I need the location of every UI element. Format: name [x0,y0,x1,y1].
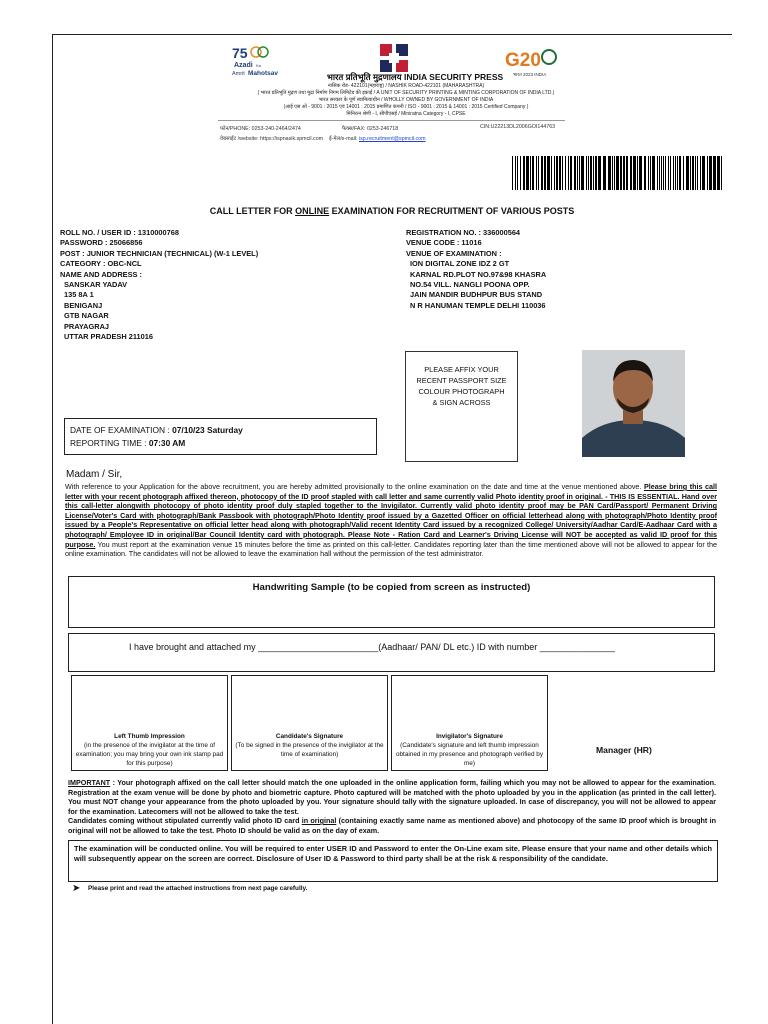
invigilator-signature-box: Invigilator's Signature (Candidate's signature and left thumb impression obtained in my presence and photograph verified by me) [391,675,548,771]
photo-affix-box: PLEASE AFFIX YOUR RECENT PASSPORT SIZE COLOUR PHOTOGRAPH & SIGN ACROSS [405,351,518,462]
barcode-bar [541,156,543,190]
address-line-4: PRAYAGRAJ [64,321,110,331]
barcode-bar [702,156,705,190]
barcode-bar [536,156,537,190]
g20-text: G20 [505,50,541,71]
barcode-bar [663,156,664,190]
address-line-2: BENIGANJ [64,300,103,310]
barcode-bar [668,156,669,190]
manager-hr: Manager (HR) [596,745,652,755]
barcode-bar [717,156,720,190]
website-link[interactable]: https://ispnasik.spmcil.com [260,136,324,142]
password: PASSWORD : 25066856 [60,238,143,248]
barcode-bar [700,156,701,190]
press-name: भारत प्रतिभूति मुद्रणालय INDIA SECURITY PRESS [326,72,504,82]
barcode-bar [639,156,642,190]
barcode-bar [657,156,658,190]
barcode [512,156,724,190]
barcode-bar [686,156,689,190]
barcode-bar [570,156,572,190]
venue-info [406,228,546,311]
barcode-bar [652,156,655,190]
barcode-bar [709,156,712,190]
address-line-3: GTB NAGAR [64,311,109,321]
important-note: IMPORTANT : Your photograph affixed on the call letter should match the one uploaded in the online application form, failing which you may not be allowed to appear for the examination. Registration at the exam venue will be done by photo and biometric capture. Photo captured will be matched with the photo uploaded by you in the application (as printed in the call letter). You must NOT change your appearance from the photo uploaded by you. Your signature should tally with the signature uploaded. In case of discrepancy, you will not be allowed to appear for the examination. Latecomers will not be allowed to take the test. Candidates coming without stipulated currently valid photo ID card in original (containing exactly same name as mentioned above) and photocopy of the same ID proof which is brought in original will not be allowed to take the test. Photo ID should be valid as on the day of exam. [68,778,716,835]
barcode-bar [593,156,594,190]
barcode-bar [630,156,632,190]
candidate-name: SANSKAR YADAV [64,280,128,290]
barcode-bar [598,156,601,190]
salutation: Madam / Sir, [66,469,123,480]
header-divider [218,120,565,121]
website-label: वेबसाईट /website: [220,136,259,142]
barcode-bar [586,156,587,190]
venue-code: VENUE CODE : 11016 [406,238,482,248]
barcode-bar [692,156,694,190]
barcode-bar [517,156,518,190]
barcode-bar [579,156,580,190]
venue-line-3: NO.54 VILL. NANGLI POONA OPP. [410,280,530,290]
barcode-bar [614,156,615,190]
exam-date-box: DATE OF EXAMINATION : 07/10/23 Saturday REPORTING TIME : 07:30 AM [64,418,377,455]
barcode-bar [608,156,611,190]
barcode-bar [565,156,566,190]
barcode-bar [675,156,676,190]
barcode-bar [530,156,531,190]
name-address-label: NAME AND ADDRESS : [60,269,142,279]
registration-number: REGISTRATION NO. : 336000564 [406,228,521,237]
barcode-bar [547,156,550,190]
logo-azadi-text: Azadi [234,62,253,69]
logo-amrit-text: Amrit [232,71,245,77]
barcode-bar [562,156,563,190]
barcode-bar [659,156,660,190]
azadi-ka-amrit-mahotsav-logo [230,44,288,82]
logo-75-text: 75 [232,45,248,61]
exam-date: 07/10/23 Saturday [172,425,243,435]
email-link[interactable]: isp.recruitment@spmcil.com [358,136,426,142]
press-unit: ( भारत प्रतिभूति मुद्रण तथा मुद्रा निर्माण निगम लिमिटेड की इकाई / A UNIT OF SECURITY PRINTING & MINTING CORPORATION OF INDIA LTD.) [257,90,555,96]
candidate-signature-box: Candidate's Signature (To be signed in the presence of the invigilator at the time of examination) [231,675,388,771]
venue-line-4: JAIN MANDIR BUDHPUR BUS STAND [410,290,543,300]
barcode-bar [661,156,662,190]
barcode-bar [581,156,584,190]
logo-ka-text: Ka [256,63,261,68]
barcode-bar [721,156,722,190]
barcode-bar [695,156,696,190]
barcode-bar [665,156,666,190]
press-category: मिनिरत्न श्रेणी - I, सीपीएसई / Miniratna Category - I, CPSE [346,111,466,117]
g20-caption: भारत 2023 INDIA [513,72,547,77]
barcode-bar [556,156,558,190]
barcode-bar [713,156,716,190]
barcode-bar [568,156,569,190]
barcode-bar [679,156,681,190]
cin-text: CIN:U22213DL2006GOI144763 [480,124,556,130]
barcode-bar [595,156,597,190]
press-details [236,83,576,118]
press-ownership: भारत सरकार के पूर्ण स्वामित्वाधीन / WHOLLY OWNED BY GOVERNMENT OF INDIA [318,97,494,103]
id-declaration-box: I have brought and attached my ________________________(Aadhaar/ PAN/ DL etc.) ID with number _______________ [68,633,715,672]
press-address: नासिक रोड- 422101(महाराष्ट्र) / NASHIK ROAD-422101 (MAHARASHTRA) [327,83,485,89]
barcode-bar [588,156,589,190]
barcode-bar [526,156,529,190]
reporting-time: 07:30 AM [148,437,186,448]
barcode-bar [574,156,576,190]
roll-number: ROLL NO. / USER ID : 1310000768 [60,228,179,237]
barcode-bar [544,156,546,190]
barcode-bar [620,156,622,190]
barcode-bar [590,156,592,190]
barcode-bar [670,156,671,190]
candidate-info [60,228,258,342]
address-line-5: UTTAR PRADESH 211016 [64,332,153,342]
footer-instruction: Please print and read the attached instructions from next page carefully. [88,885,308,892]
fax-text: फैक्स/FAX: 0253-246718 [342,126,399,132]
candidate-photo [582,350,685,457]
barcode-bar [612,156,613,190]
barcode-bar [515,156,516,190]
barcode-bar [683,156,684,190]
barcode-bar [623,156,625,190]
barcode-bar [523,156,525,190]
post: POST : JUNIOR TECHNICIAN (TECHNICAL) (W-1 LEVEL) [60,248,259,258]
online-exam-notice: The examination will be conducted online. You will be required to enter USER ID and Password to enter the On-Line exam site. Please ensure that your name and other details which will subsequently appear on the screen are correct. Disclosure of User ID & Password to third party shall be at the risk & responsibility of the candidate. [68,840,718,882]
barcode-bar [532,156,534,190]
barcode-bar [690,156,691,190]
barcode-bar [512,156,513,190]
barcode-bar [538,156,539,190]
arrow-icon: ➤ [72,883,81,894]
logo-mahotsav-text: Mahotsav [248,70,278,77]
barcode-bar [644,156,646,190]
press-iso: (आई एस ओ - 9001 : 2015 एवं 14001 : 2015 प्रमाणित कंपनी / ISO - 9001 : 2015 & 14001 : 2015 Certified Company ) [283,104,529,110]
barcode-bar [616,156,619,190]
barcode-bar [520,156,521,190]
venue-line-5: N R HANUMAN TEMPLE DELHI 110036 [410,300,546,310]
barcode-bar [633,156,636,190]
barcode-bar [648,156,649,190]
venue-line-2: KARNAL RD.PLOT NO.97&98 KHASRA [410,269,547,279]
page-border-top [52,34,732,35]
website-line [220,134,426,142]
left-thumb-box: Left Thumb Impression (in the presence of the invigilator at the time of examination; you may bring your own ink stamp pad for this purpose) [71,675,228,771]
page-border-left [52,34,53,1024]
letter-body: With reference to your Application for the above recruitment, you are hereby admitted provisionally to the online examination on the date and time at the venue mentioned above. Please bring this call letter with your recent photograph affixed thereon, photocopy of the ID proof stapled with call letter and same currently valid Photo identity proof in original. - THIS IS ESSENTIAL. Hand over this call-letter alongwith photocopy of photo identity proof duly stapled together to the Invigilator. Currently valid photo identity proof may be PAN Card/Passport/ Permanent Driving License/Voter's Card with photograph/Bank Passbook with photograph/Photo Identity proof issued by a Gazetted Officer on official letterhead along with photograph/Photo Identity proof issued by a People's Representative on official letter head along with photograph/Valid recent Identity Card issued by a recognized College/ University/Aadhar Card/E-Aadhaar Card with a photograph/ Employee ID in original/Bar Council Identity card with photograph. Please Note - Ration Card and Learner's Driving License will NOT be accepted as valid ID proof for this purpose. You must report at the examination venue 15 minutes before the time as printed on this call-letter. Candidates reporting later than the time mentioned above will not be allowed to appear for the online examination. The candidates will not be allowed to leave the examination hall without the permission of the test administrator. [65,482,717,559]
call-letter-title: CALL LETTER FOR ONLINE EXAMINATION FOR RECRUITMENT OF VARIOUS POSTS [209,206,575,216]
barcode-bar [697,156,698,190]
india-security-press-logo [378,42,410,74]
barcode-bar [677,156,678,190]
barcode-bar [554,156,555,190]
address-line-1: 135 8A 1 [64,290,94,300]
barcode-bar [626,156,628,190]
email-label: ई-मेल/e-mail: [328,136,358,142]
handwriting-sample-box: Handwriting Sample (to be copied from screen as instructed) [68,576,715,628]
category: CATEGORY : OBC-NCL [60,259,142,269]
barcode-bar [559,156,561,190]
phone-text: फोन/PHONE: 0253-240-2464/2474 [220,126,301,132]
barcode-bar [551,156,552,190]
barcode-bar [577,156,578,190]
barcode-bar [707,156,708,190]
barcode-bar [637,156,638,190]
barcode-bar [650,156,651,190]
venue-label: VENUE OF EXAMINATION : [406,248,502,258]
barcode-bar [673,156,674,190]
venue-line-1: ION DIGITAL ZONE IDZ 2 GT [410,259,510,269]
barcode-bar [603,156,606,190]
